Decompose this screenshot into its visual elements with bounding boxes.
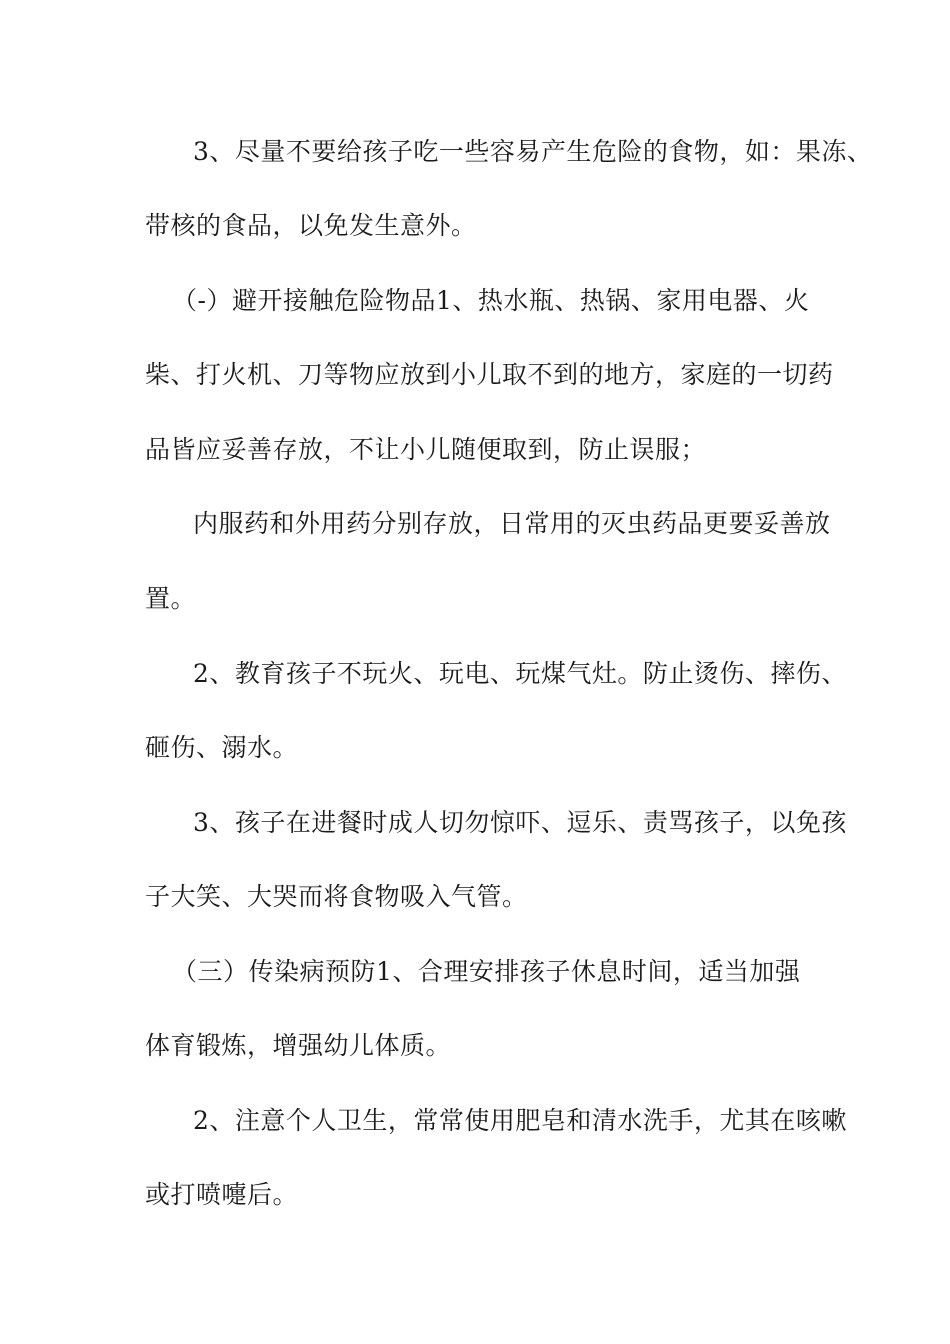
text-line-2: 带核的食品，以免发生意外。 [145, 211, 477, 240]
text-line-10: 3、孩子在进餐时成人切勿惊吓、逗乐、责骂孩子，以免孩 [193, 808, 847, 837]
text-line-6: 内服药和外用药分别存放，日常用的灭虫药品更要妥善放 [193, 509, 831, 538]
text-line-8: 2、教育孩子不玩火、玩电、玩煤气灶。防止烫伤、摔伤、 [193, 659, 847, 688]
text-line-15: 或打喷嚏后。 [145, 1180, 299, 1209]
text-line-7: 置。 [145, 584, 197, 613]
text-line-1: 3、尽量不要给孩子吃一些容易产生危险的食物，如：果冻、 [193, 137, 873, 166]
text-line-5: 品皆应妥善存放，不让小儿随便取到，防止误服； [145, 435, 707, 464]
text-line-3: （-）避开接触危险物品1、热水瓶、热锅、家用电器、火 [172, 286, 810, 315]
text-line-12: （三）传染病预防1、合理安排孩子休息时间，适当加强 [172, 957, 801, 986]
text-line-11: 子大笑、大哭而将食物吸入气管。 [145, 882, 528, 911]
text-line-13: 体育锻炼，增强幼儿体质。 [145, 1031, 452, 1060]
text-line-14: 2、注意个人卫生，常常使用肥皂和清水洗手，尤其在咳嗽 [193, 1106, 847, 1135]
text-line-4: 柴、打火机、刀等物应放到小儿取不到的地方，家庭的一切药 [145, 360, 834, 389]
text-line-9: 砸伤、溺水。 [145, 733, 299, 762]
